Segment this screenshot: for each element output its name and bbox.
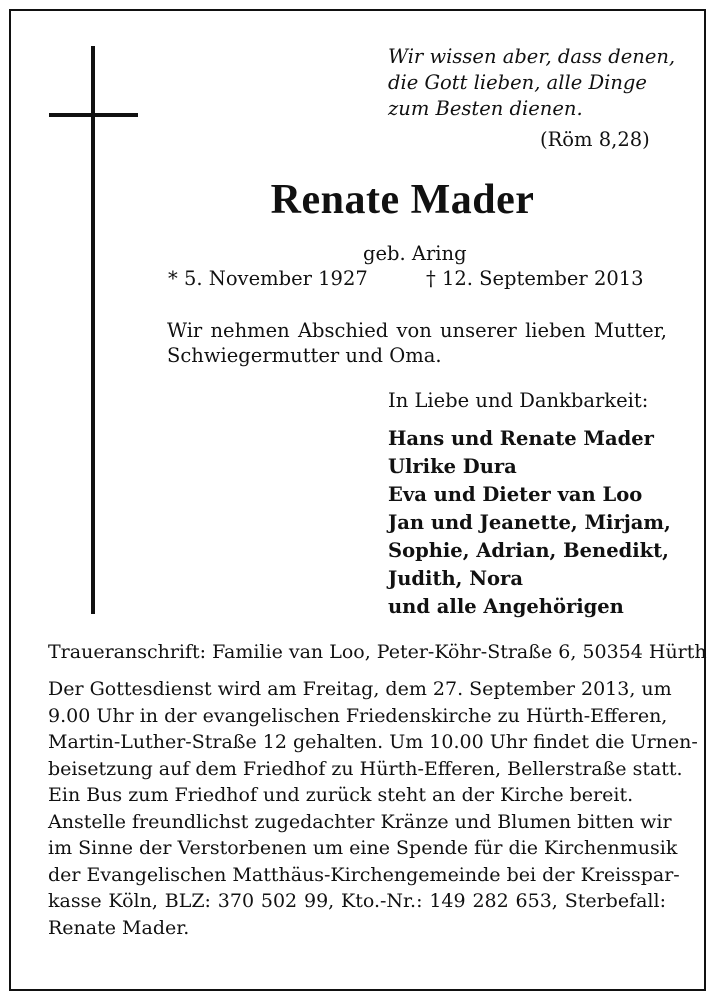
farewell-line: Schwiegermutter und Oma. xyxy=(167,344,442,367)
service-line: im Sinne der Verstorbenen um eine Spende für die Kirchenmusik xyxy=(48,837,678,859)
deceased-name: Renate Mader xyxy=(270,177,535,223)
verse-line: die Gott lieben, alle Dinge xyxy=(388,71,647,94)
verse-reference: (Röm 8,28) xyxy=(540,128,650,151)
mourning-address: Traueranschrift: Familie van Loo, Peter-Köhr-Straße 6, 50354 Hürth xyxy=(48,641,707,663)
farewell-line: Wir nehmen Abschied von unserer lieben Mutter, xyxy=(167,319,667,342)
service-information xyxy=(48,676,698,941)
verse-line: Wir wissen aber, dass denen, xyxy=(388,45,676,68)
service-line: 9.00 Uhr in der evangelischen Friedenskirche zu Hürth-Efferen, xyxy=(48,704,668,727)
service-line: der Evangelischen Matthäus-Kirchengemeinde bei der Kreisspar- xyxy=(48,863,680,886)
service-line: Der Gottesdienst wird am Freitag, dem 27. September 2013, um xyxy=(48,678,672,700)
farewell-text xyxy=(167,318,667,368)
mourner: Jan und Jeanette, Mirjam, xyxy=(388,511,671,534)
mourner: Sophie, Adrian, Benedikt, xyxy=(388,539,669,562)
service-line: kasse Köln, BLZ: 370 502 99, Kto.-Nr.: 149 282 653, Sterbefall: xyxy=(48,890,666,912)
service-line: beisetzung auf dem Friedhof zu Hürth-Efferen, Bellerstraße statt. xyxy=(48,757,683,780)
birth-name: geb. Aring xyxy=(363,242,467,265)
mourner: Judith, Nora xyxy=(388,567,523,590)
cross-icon-horizontal xyxy=(49,113,138,117)
verse-line: zum Besten dienen. xyxy=(388,97,583,120)
mourner: Ulrike Dura xyxy=(388,455,517,478)
service-line: Ein Bus zum Friedhof und zurück steht an der Kirche bereit. xyxy=(48,784,634,806)
mourner: Hans und Renate Mader xyxy=(388,427,654,450)
death-date: † 12. September 2013 xyxy=(426,267,644,290)
birth-date: * 5. November 1927 xyxy=(168,267,368,290)
mourner: und alle Angehörigen xyxy=(388,595,624,618)
service-line: Renate Mader. xyxy=(48,916,190,939)
service-line: Martin-Luther-Straße 12 gehalten. Um 10.00 Uhr findet die Urnen- xyxy=(48,731,698,753)
mourners-list xyxy=(388,425,671,621)
bible-verse xyxy=(388,44,688,122)
mourner: Eva und Dieter van Loo xyxy=(388,483,643,506)
cross-icon-vertical xyxy=(91,46,95,614)
gratitude-heading: In Liebe und Dankbarkeit: xyxy=(388,389,649,412)
service-line: Anstelle freundlichst zugedachter Kränze und Blumen bitten wir xyxy=(48,810,672,833)
